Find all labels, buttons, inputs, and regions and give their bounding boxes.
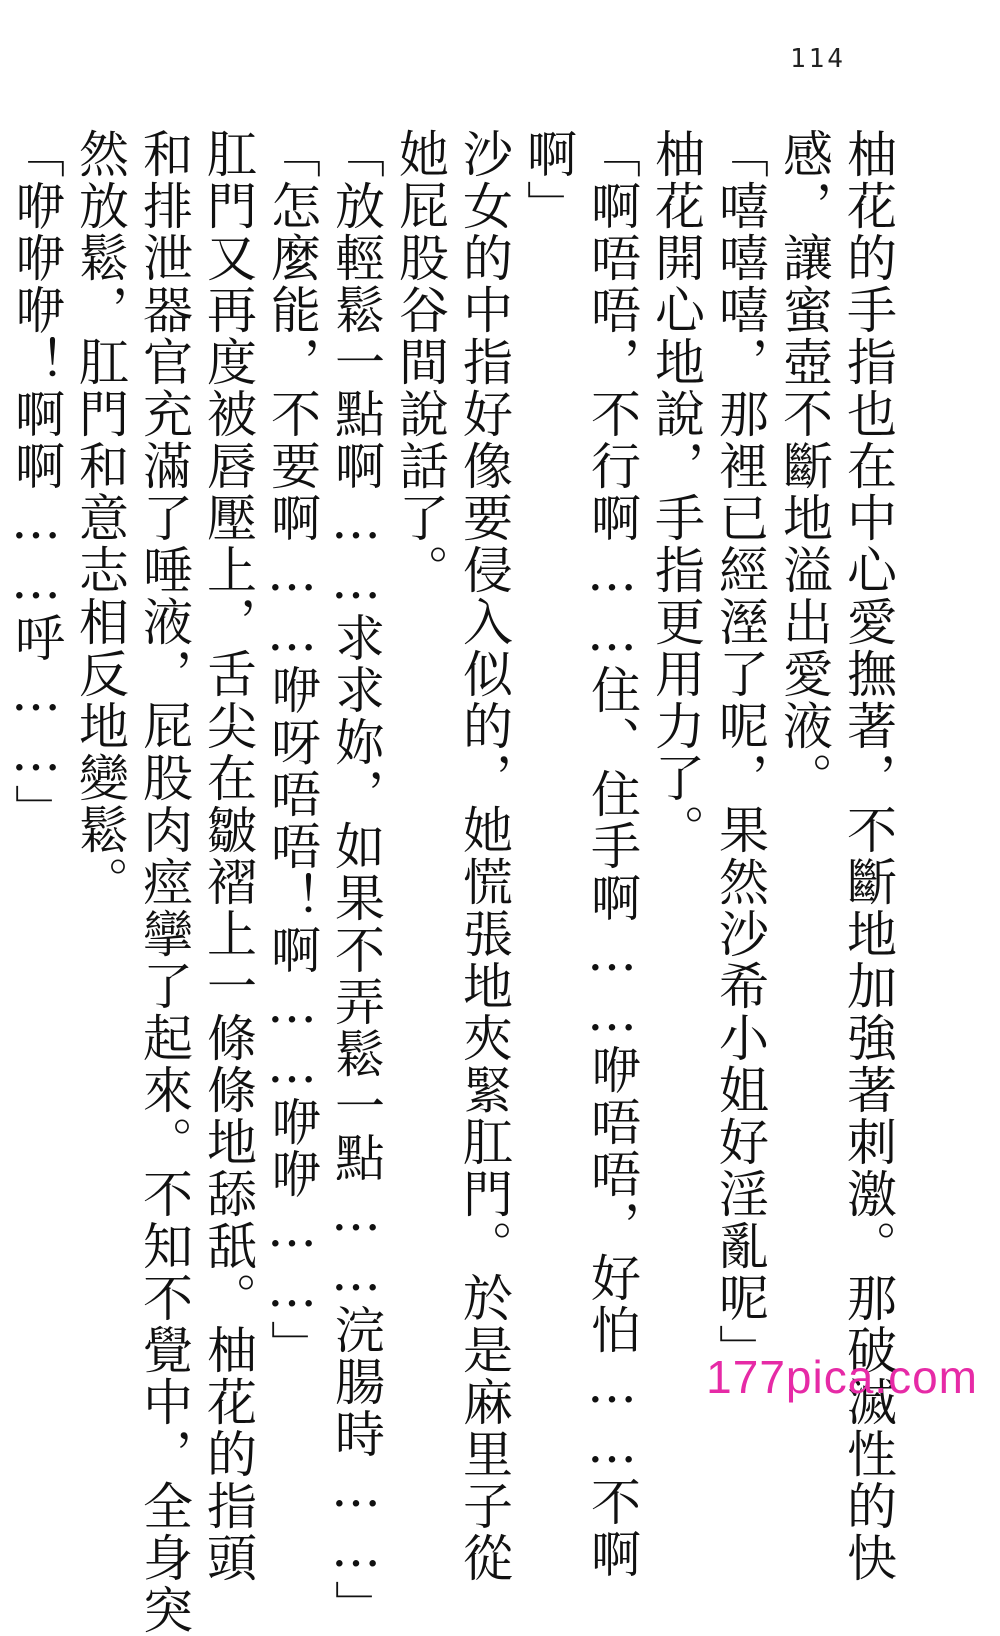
text-line: 「啊唔唔，不行啊……住、住手啊……咿唔唔，好怕……不啊 [583,128,641,1580]
text-line: 「嘻嘻嘻，那裡已經溼了呢，果然沙希小姐好淫亂呢」 [711,128,769,1376]
text-line: 「放輕鬆一點啊……求求妳，如果不弄鬆一點……浣腸時……」 [327,128,385,1632]
page-number: 114 [790,44,846,74]
text-line: 沙女的中指好像要侵入似的，她慌張地夾緊肛門。於是麻里子從 [455,128,513,1584]
text-line: 感，讓蜜壺不斷地溢出愛液。 [775,128,833,804]
text-line: 肛門又再度被唇壓上，舌尖在皺褶上一條條地舔舐。柚花的指頭 [199,128,257,1584]
text-line: 和排泄器官充滿了唾液，屁股肉痙攣了起來。不知不覺中，全身突 [135,128,193,1636]
text-line: 「咿咿咿！啊啊……呼……」 [7,128,65,836]
text-line: 「怎麼能，不要啊……咿呀唔唔！啊……咿咿……」 [263,128,321,1372]
text-line: 啊」 [519,128,577,232]
text-line: 然放鬆，肛門和意志相反地變鬆。 [71,128,129,908]
text-line: 柚花的手指也在中心愛撫著，不斷地加強著刺激。那破滅性的快 [839,128,897,1584]
text-line: 柚花開心地說，手指更用力了。 [647,128,705,856]
site-watermark: 177pica.com [706,1351,978,1403]
text-line: 她屁股谷間說話了。 [391,128,449,596]
